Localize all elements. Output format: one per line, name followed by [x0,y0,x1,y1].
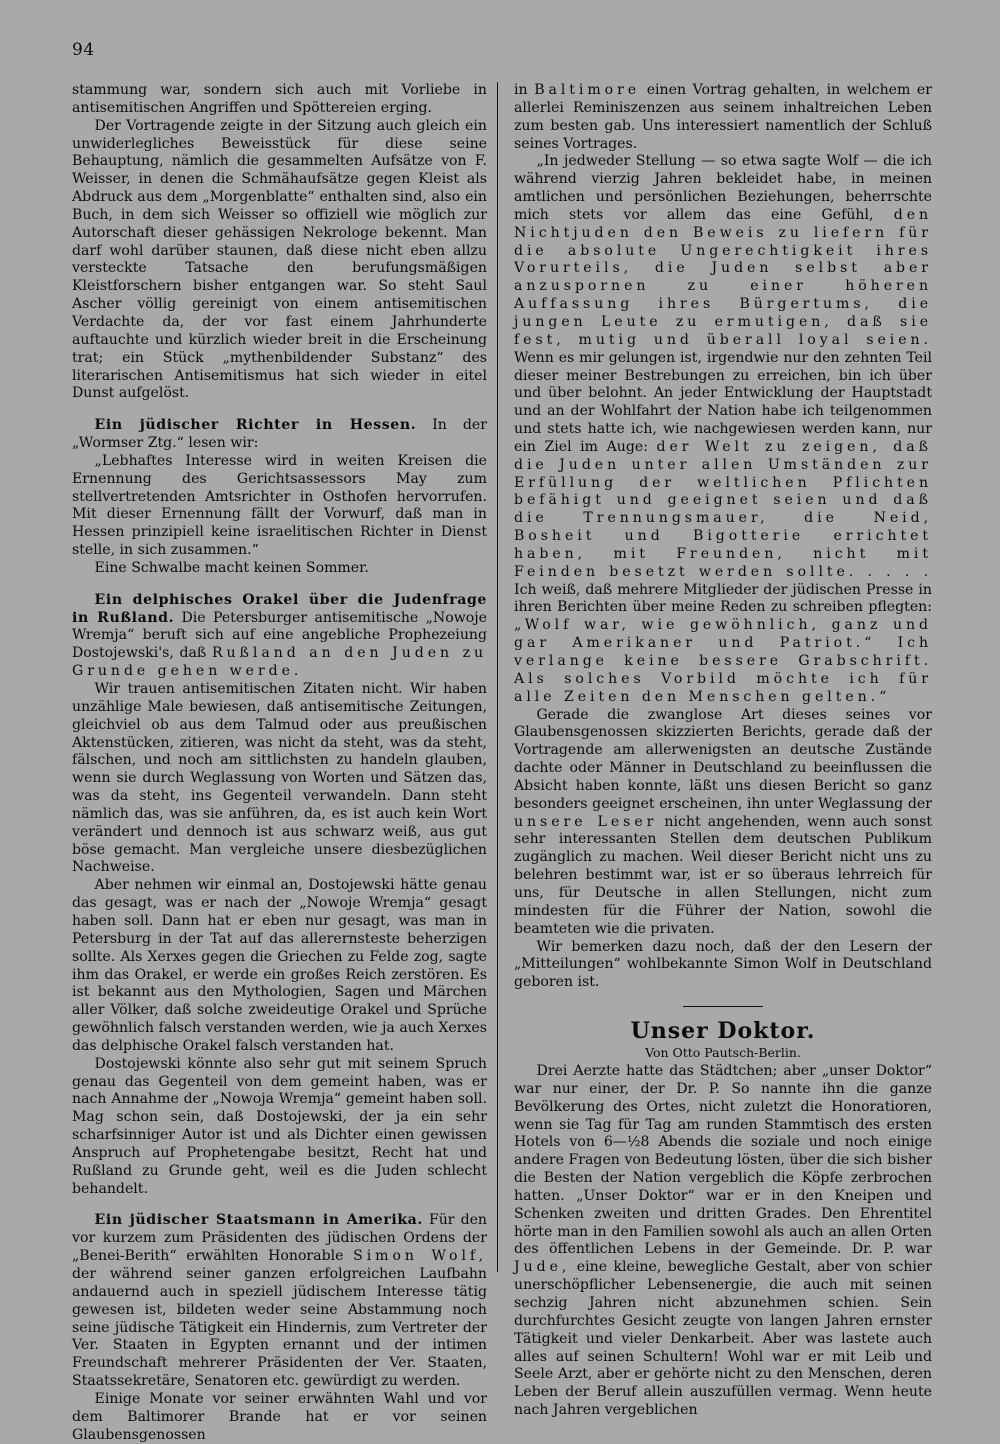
article-heading: Ein jüdischer Richter in Hessen. [94,417,417,434]
article-heading: Ein jüdischer Staatsmann in Amerika. [94,1212,423,1229]
section-divider [683,1006,763,1007]
left-column [72,82,487,1444]
right-column [514,82,932,1420]
paragraph: Der Vortragende zeigte in der Sitzung auch gleich ein unwiderlegliches Beweisstück für diese seine Behauptung, nämlich die gesammelten Aufsätze von F. Weisser, in denen die Schmähaufsätze gegen Kleist als Abdruck aus dem „Morgenblatte“ enthalten sind, also ein Buch, in dem sich Weisser so offiziell wie möglich zur Autorschaft dieser gehässigen Nekrologe bekennt. Man darf wohl darüber staunen, daß diese nicht eben allzu versteckte Tatsache den berufungsmäßigen Kleistforschern bisher entgangen war. So steht Saul Ascher völlig gereinigt von einem antisemitischen Verdachte da, der vor fast einem Jahrhunderte auftauchte und kürzlich wieder breit in die Erscheinung trat; ein Stück „mythenbildender Substanz“ des literarischen Antisemitismus hat sich wieder in eitel Dunst aufgelöst. [72,117,487,402]
paragraph: Dostojewski könnte also sehr gut mit seinem Spruch genau das Gegenteil von dem gemeint haben, was er nach Annahme der „Nowoja Wremja“ gemeint haben soll. Mag schon sein, daß Dostojewski, der ja ein sehr scharfsinniger Autor ist und als Dichter einen gewissen Anspruch auf Prophetengabe besitzt, Recht hat und Rußland zu Grunde geht, weil es die Juden schlecht behandelt. [72,1055,487,1197]
paragraph: stammung war, sondern sich auch mit Vorliebe in antisemitischen Angriffen und Spöttereien erging. [72,82,487,116]
article-statesman: Ein jüdischer Staatsmann in Amerika. Für den vor kurzem zum Präsidenten des jüdischen Ordens der „Benei-Berith“ erwählten Honorable Simon Wolf, der während seiner ganzen erfolgreichen Laufbahn andauernd auch in speziell jüdischem Interesse tätig gewesen ist, bildeten weder seine Abstammung noch seine jüdische Tätigkeit ein Hindernis, zum Vertreter der Ver. Staaten in Egypten ernannt und der intimen Freundschaft mehrerer Präsidenten der Ver. Staaten, Staatssekretäre, Senatoren etc. gewürdigt zu werden. [72,1212,488,1390]
paragraph: Aber nehmen wir einmal an, Dostojewski hätte genau das gesagt, was er nach der „Nowoje Wremja“ gesagt haben soll. Dann hat er eben nur gesagt, was man in Petersburg in der Tat auf das allerernsteste beherzigen sollte. Als Xerxes gegen die Griechen zu Felde zog, sagte ihm das Orakel, er werde ein großes Reich zerstören. Es ist bekannt aus den Mythologien, Sagen und Märchen aller Völker, daß solche zweideutige Orakel und Sprüche gewöhnlich falsch verstanden werden, wie ja auch Xerxes das delphische Orakel falsch verstanden hat. [72,877,487,1054]
paragraph: Wir trauen antisemitischen Zitaten nicht. Wir haben unzählige Male bewiesen, daß antisemitische Zeitungen, gleichviel ob aus dem Talmud oder aus preußischen Aktenstücken, zitieren, was nicht da steht, was da steht, fälschen, und noch am sittlichsten zu handeln glauben, wenn sie durch Weglassung von Worten und Sätzen das, was da steht, ins Gegenteil verwandeln. Dann steht nämlich das, was sie anführen, da, es ist auch kein Wort verändert und dennoch ist aus schwarz weiß, aus gut böse gemacht. Man vergleiche unsere diesbezüglichen Nachweise. [72,681,487,876]
story-title: Unser Doktor. [630,1018,816,1045]
paragraph: Wir bemerken dazu noch, daß der den Lesern der „Mitteilungen“ wohlbekannte Simon Wolf in Deutschland geboren ist. [514,938,932,991]
paragraph: Drei Aerzte hatte das Städtchen; aber „unser Doktor“ war nur einer, der Dr. P. So nannte ihn die ganze Bevölkerung des Ortes, nicht zuletzt die Honoratioren, wenn sie Tag für Tag am runden Stammtisch des ersten Hotels von 6—½8 Abends die soziale und noch einige andere Fragen von Bedeutung lösten, über die sich bisher die Besten der Nation vergeblich die Köpfe zerbrochen hatten. „Unser Doktor“ war er in den Kneipen und Schenken zweiten und dritten Grades. Den Ehrentitel hörte man in den Familien sowohl als auch an allen Orten des öffentlichen Lebens in der Gemeinde. Dr. P. war Jude, eine kleine, bewegliche Gestalt, aber von schier unerschöpflicher Lebensenergie, die auch mit seinen sechzig Jahren nicht abzunehmen schien. Sein durchfurchtes Gesicht zeugte von langen Jahren ernster Tätigkeit und vieler Denkarbeit. Aber was lastete auch alles auf seinen Schultern! Wohl war er mit Leib und Seele Arzt, aber er gehörte nicht zu den Menschen, deren Leben der Beruf allein auszufüllen vermag. Wenn heute nach Jahren vergeblichen [514,1063,932,1419]
quote-paragraph: „In jedweder Stellung — so etwa sagte Wolf — die ich während vierzig Jahren bekleidet habe, in meinen amtlichen und persönlichen Beziehungen, beherrschte mich stets vor allem das eine Gefühl, den Nichtjuden den Beweis zu liefern für die absolute Ungerechtigkeit ihres Vorurteils, die Juden selbst aber anzuspornen zu einer höheren Auffassung ihres Bürgertums, die jungen Leute zu ermutigen, daß sie fest, mutig und überall loyal seien. Wenn es mir gelungen ist, irgendwie nur den zehnten Teil dieser meiner Bestrebungen zu erreichen, bin ich über und über belohnt. An jeder Entwicklung der Hauptstadt und an der Wohlfahrt der Nation habe ich teilgenommen und stets hatte ich, wie nachgewiesen werden kann, nur ein Ziel im Auge: der Welt zu zeigen, daß die Juden unter allen Umständen zur Erfüllung der weltlichen Pflichten befähigt und geeignet seien und daß die Trennungsmauer, die Neid, Bosheit und Bigotterie errichtet haben, mit Freunden, nicht mit Feinden besetzt werden sollte. . . . . Ich weiß, daß mehrere Mitglieder der jüdischen Presse in ihren Berichten über meine Reden zu schreiben pflegten: „Wolf war, wie gewöhnlich, ganz und gar Amerikaner und Patriot.“ Ich verlange keine bessere Grabschrift. Als solches Vorbild möchte ich für alle Zeiten den Menschen gelten.“ [514,153,933,705]
quote-paragraph: „Lebhaftes Interesse wird in weiten Kreisen die Ernennung des Gerichtsassessors May zum stellvertretenden Amtsrichter in Osthofen hervorrufen. Mit dieser Ernennung fällt der Vorwurf, daß man in Hessen prinzipiell keine israelitischen Richter in Dienst stelle, in sich zusammen.“ [72,452,487,559]
paragraph: Gerade die zwanglose Art dieses seines vor Glaubensgenossen skizzierten Berichts, gerade daß der Vortragende am allerwenigsten an deutsche Zustände dachte oder Männer in Deutschland zu beeinflussen die Absicht haben konnte, läßt uns diesen Bericht so ganz besonders geeignet erscheinen, ihn unter Weglassung der unsere Leser nicht angehenden, wenn auch sonst sehr interessanten Stellen dem deutschen Publikum zugänglich zu machen. Weil dieser Bericht nicht uns zu belehren bestimmt war, ist er so überaus lehrreich für uns, für Deutsche in allen Stellungen, nicht zum mindesten für die Führer der Nation, sowohl die beamteten wie die privaten. [514,706,932,937]
article-heading: Ein delphisches Orakel über die Judenfrage in Rußland. [72,591,487,626]
article-judge: Ein jüdischer Richter in Hessen. In der „Wormser Ztg.“ lesen wir: [72,417,487,452]
page-number: 94 [72,40,95,60]
article-oracle: Ein delphisches Orakel über die Judenfrage in Rußland. Die Petersburger antisemitische „Nowoje Wremja“ beruft sich auf eine angebliche Prophezeiung Dostojewski's, daß Rußland an den Juden zu Grunde gehen werde. [72,591,487,680]
paragraph: Einige Monate vor seiner erwähnten Wahl und vor dem Baltimorer Brande hat er vor seinen Glaubensgenossen [72,1390,487,1443]
paragraph: Eine Schwalbe macht keinen Sommer. [94,559,369,576]
column-rule [497,82,498,1272]
paragraph: in Baltimore einen Vortrag gehalten, in welchem er allerlei Reminiszenzen aus seinem inhaltreichen Leben zum besten gab. Uns interessiert namentlich der Schluß seines Vortrages. [514,82,933,152]
story-byline: Von Otto Pautsch-Berlin. [645,1045,801,1061]
